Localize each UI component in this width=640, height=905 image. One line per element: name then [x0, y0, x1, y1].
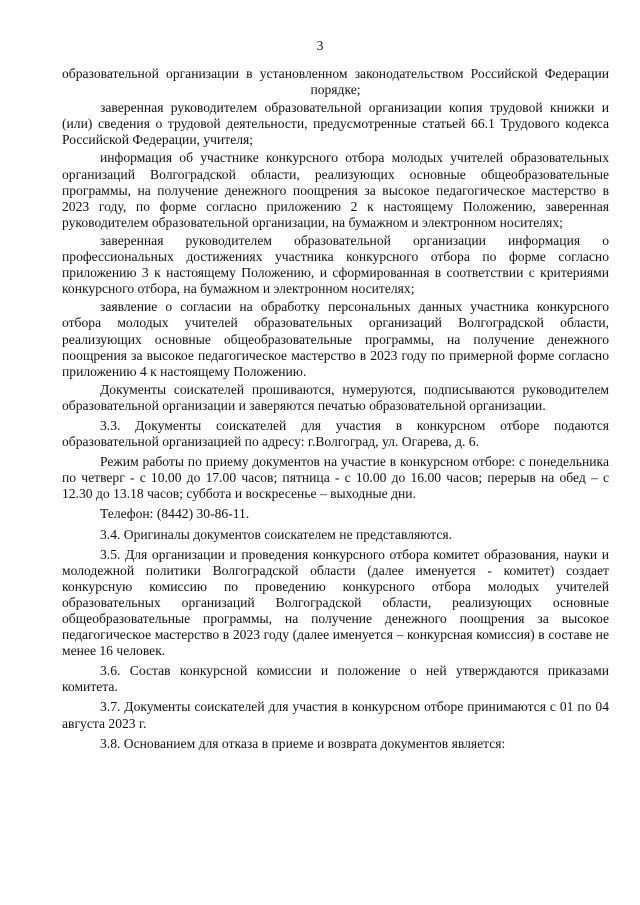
- paragraph-3-4: 3.4. Оригиналы документов соискателем не представляются.: [100, 526, 453, 542]
- paragraph-3-5: 3.5. Для организации и проведения конкурсного отбора комитет образования, науки и молодежной политики Волгоградской области (далее именуется - комитет) создает конкурсную комиссию по проведению конкурсного отбора молодых учителей образовательных организаций Волгоградской области, реализующих основные общеобразовательные программы, на получение денежного поощрения за высокое педагогическое мастерство в 2023 году (далее именуется – конкурсная комиссия) в составе не менее 16 человек.: [62, 546, 609, 659]
- document-body: [62, 66, 609, 752]
- paragraph-3-3: 3.3. Документы соискателей для участия в конкурсном отборе подаются образовательной организацией по адресу: г.Волгоград, ул. Огарева, д. 6.: [62, 417, 609, 450]
- paragraph-3-6: 3.6. Состав конкурсной комиссии и положение о ней утверждаются приказами комитета.: [62, 663, 609, 695]
- paragraph-phone: Телефон: (8442) 30-86-11.: [100, 506, 250, 522]
- paragraph-labor-book: заверенная руководителем образовательной организации копия трудовой книжки и (или) сведения о трудовой деятельности, предусмотренные статьей 66.1 Трудового кодекса Российской Федерации, учителя;: [62, 100, 609, 148]
- paragraph-3-7: 3.7. Документы соискателей для участия в конкурсном отборе принимаются с 01 по 04 августа 2023 г.: [62, 699, 609, 731]
- paragraph-documents-stitched: Документы соискателей прошиваются, нумеруются, подписываются руководителем образовательной организации и заверяются печатью образовательной организации.: [62, 381, 609, 413]
- paragraph-3-8: 3.8. Основанием для отказа в приеме и возврата документов является:: [100, 735, 506, 751]
- paragraph-continuation: образовательной организации в установленном законодательством Российской Федерации порядке;: [62, 66, 609, 98]
- paragraph-participant-info: информация об участнике конкурсного отбора молодых учителей образовательных организаций Волгоградской области, реализующих основные общеобразовательные программы, на получение денежного поощрения за высокое педагогическое мастерство в 2023 году, по форме согласно приложению 2 к настоящему Положению, заверенная руководителем образовательной организации, на бумажном и электронном носителях;: [62, 150, 609, 230]
- page-number: 3: [316, 38, 324, 53]
- paragraph-work-schedule: Режим работы по приему документов на участие в конкурсном отборе: с понедельника по четверг - с 10.00 до 17.00 часов; пятница - с 10.00 до 16.00 часов; перерыв на обед – с 12.30 до 13.18 часов; суббота и воскресенье – выходные дни.: [62, 454, 609, 502]
- paragraph-achievements: заверенная руководителем образовательной организации информация о профессиональных достижениях участника конкурсного отбора по форме согласно приложению 3 к настоящему Положению, и сформированная в соответствии с критериями конкурсного отбора, на бумажном и электронном носителях;: [62, 232, 609, 297]
- paragraph-consent: заявление о согласии на обработку персональных данных участника конкурсного отбора молодых учителей образовательных организаций Волгоградской области, реализующих основные общеобразовательные программы, на получение денежного поощрения за высокое педагогическое мастерство в 2023 году по примерной форме согласно приложению 4 к настоящему Положению.: [62, 299, 609, 379]
